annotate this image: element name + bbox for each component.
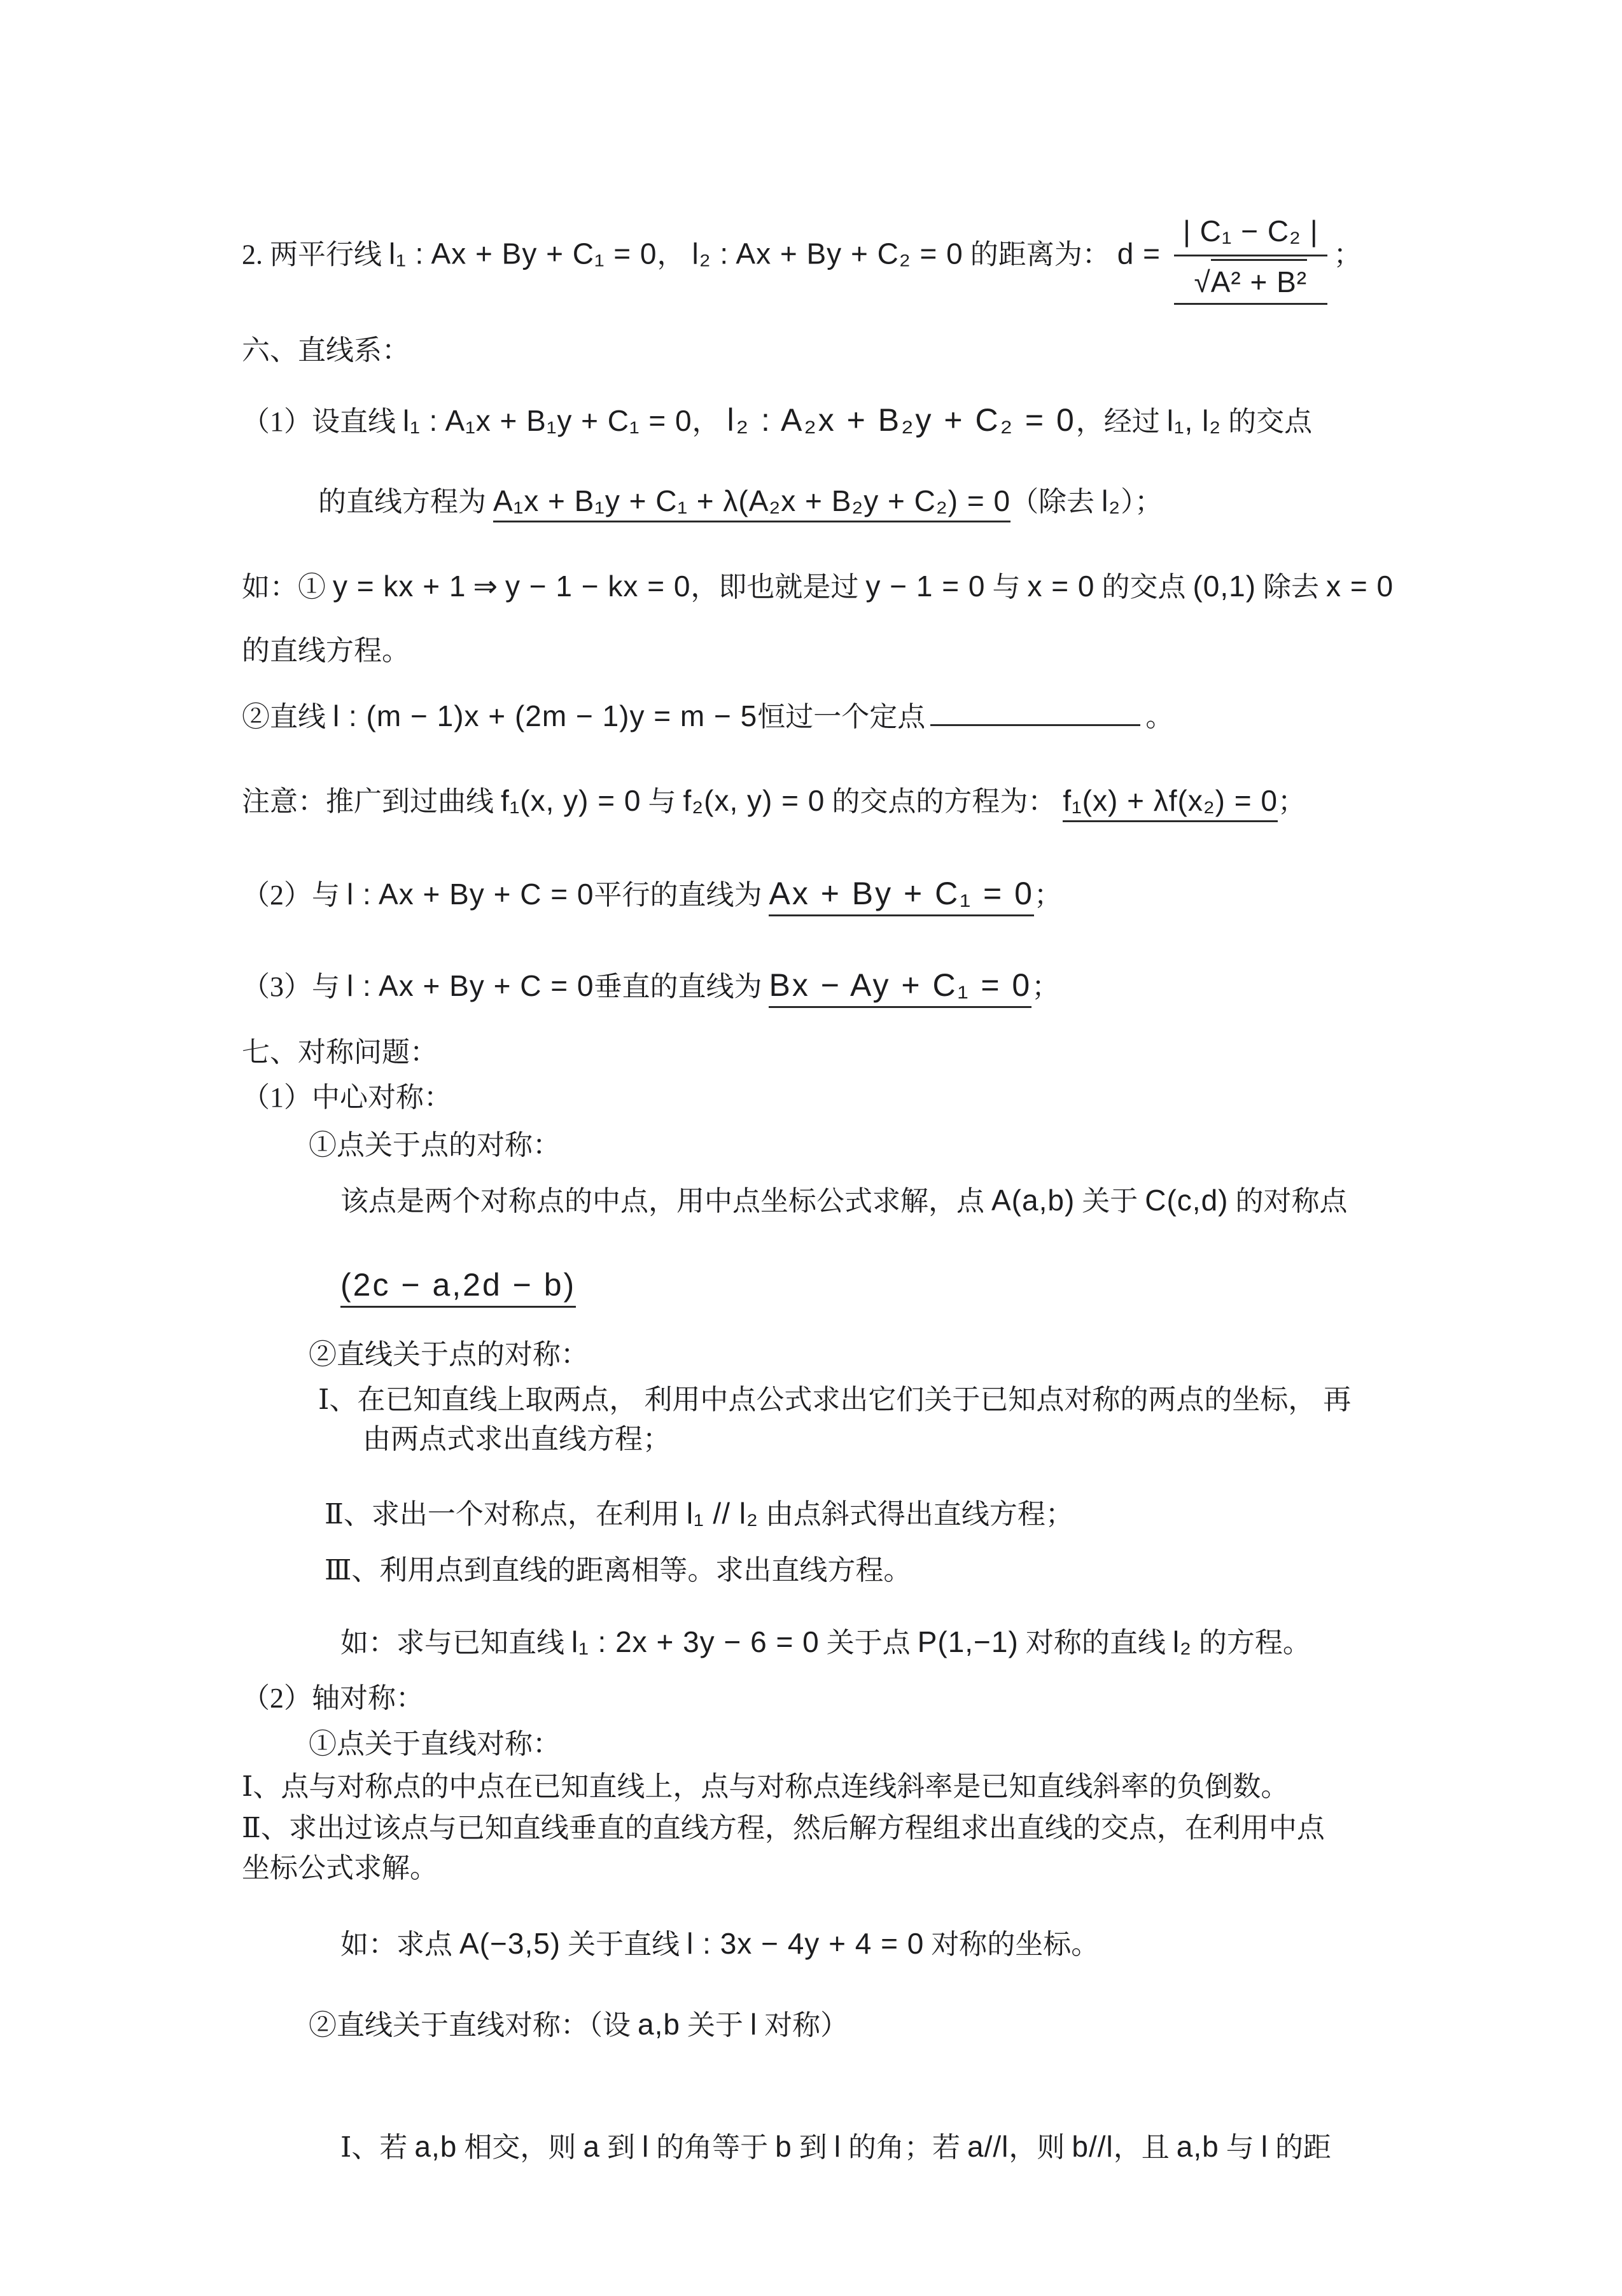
text-run: 的角等于 — [649, 2132, 776, 2164]
formula-l-3x4y4: l : 3x − 4y + 4 = 0 — [687, 1927, 925, 1961]
formula-b: b — [775, 2130, 792, 2164]
formula-l-general-2: l : Ax + By + C = 0 — [347, 969, 594, 1002]
para-example-symmetric-line — [242, 1622, 1495, 1662]
para-method-1-cont: 由两点式求出直线方程； — [363, 1423, 671, 1455]
text-run: ，且 — [1113, 2132, 1177, 2164]
para-example-1 — [242, 566, 1495, 606]
text-run: ； — [1033, 879, 1062, 911]
para-example-1-cont — [242, 632, 1495, 669]
para-axis-method-1: Ⅰ、点与对称点的中点在已知直线上，点与对称点连线斜率是已知直线斜率的负倒数。 — [242, 1771, 1289, 1803]
para-axis-method-2: Ⅱ、求出过该点与已知直线垂直的直线方程，然后解方程组求出直线的交点，在利用中点 — [242, 1812, 1325, 1844]
point-A-ab: A(a,b) — [991, 1184, 1075, 1217]
text-run: 关于 — [1075, 1186, 1145, 1217]
para-axis-symmetry: （2）轴对称： — [242, 1683, 424, 1714]
formula-pencil-of-lines: A₁x + B₁y + C₁ + λ(A₂x + B₂y + C₂) = 0 — [493, 484, 1010, 522]
text-run: 的交点 — [1094, 571, 1193, 603]
text-run: 的方程。 — [1191, 1627, 1311, 1659]
formula-l-ref-3: l — [834, 2130, 841, 2164]
text-run: （2）与 — [242, 879, 347, 911]
text-run: ； — [1278, 785, 1306, 817]
formula-a-parallel-l: a//l — [967, 2130, 1009, 2164]
text-run: ， — [692, 405, 727, 437]
text-run: 对称的直线 — [1018, 1627, 1173, 1659]
formula-f1-lambda-f2: f₁(x) + λf(x₂) = 0 — [1063, 784, 1278, 822]
section-heading-7: 七、对称问题： — [242, 1037, 438, 1068]
section-heading-6: 六、直线系： — [242, 335, 410, 367]
fraction-numerator: | C₁ − C₂ | — [1174, 210, 1327, 256]
text-run: 的直线方程为 — [318, 486, 493, 518]
text-run: （1）设直线 — [242, 405, 403, 437]
formula-ab-2: a,b — [414, 2130, 458, 2164]
para-parallel-lines-distance — [242, 210, 1495, 305]
text-run: 到 — [599, 2132, 642, 2164]
distance-fraction — [1174, 210, 1327, 305]
formula-l-ref-2: l — [641, 2130, 650, 2164]
text-run: 对称的坐标。 — [924, 1929, 1100, 1961]
formula-x-0-b: x = 0 — [1326, 570, 1394, 603]
text-run: 与 — [641, 785, 683, 817]
text-run: ， — [657, 239, 692, 270]
text-run: 该点是两个对称点的中点，用中点坐标公式求解，点 — [340, 1186, 991, 1217]
text-run: 对称） — [757, 2009, 849, 2041]
para-line-system-equation — [242, 481, 1495, 521]
radical-sign: √ — [1194, 265, 1211, 299]
formula-line-l2: l₂ : Ax + By + C₂ = 0 — [692, 237, 963, 270]
text-run: ，经过 — [1075, 405, 1167, 437]
formula-parallel-result: Ax + By + C₁ = 0 — [769, 876, 1033, 916]
para-parallel-line — [242, 872, 1495, 916]
para-symmetric-point-result — [242, 1264, 1495, 1307]
formula-l-ref-4: l — [1261, 2130, 1268, 2164]
formula-l1-parallel-l2: l₁ // l₂ — [686, 1497, 759, 1530]
para-method-2 — [242, 1494, 1495, 1533]
formula-l1-2x3y6: l₁ : 2x + 3y − 6 = 0 — [571, 1625, 820, 1659]
text-run: ； — [1333, 239, 1362, 270]
text-run: （除去 — [1010, 486, 1102, 518]
text-run: 如：求点 — [340, 1929, 459, 1961]
formula-a: a — [583, 2130, 600, 2164]
text-run: 到 — [792, 2132, 834, 2164]
text-run: 关于直线 — [561, 1929, 687, 1961]
para-axis-method-2-cont: 坐标公式求解。 — [242, 1852, 438, 1884]
text-run: 的交点的方程为： — [825, 785, 1063, 817]
para-note-curves — [242, 781, 1495, 820]
formula-y-kx1: y = kx + 1 — [333, 570, 466, 603]
text-run: 的距 — [1268, 2132, 1331, 2164]
para-point-about-point: ①点关于点的对称： — [309, 1129, 561, 1161]
text-run: （3）与 — [242, 970, 347, 1002]
text-run: 与 — [985, 571, 1028, 603]
text-run: 的距离为： — [963, 239, 1117, 270]
text-run: 除去 — [1256, 571, 1327, 603]
fraction-denominator — [1174, 256, 1327, 303]
formula-x-0: x = 0 — [1027, 570, 1095, 603]
radicand: A² + B² — [1211, 259, 1307, 302]
text-run: 2. 两平行线 — [242, 239, 389, 270]
point-C-cd: C(c,d) — [1145, 1184, 1229, 1217]
text-run: 相交，则 — [457, 2132, 584, 2164]
blank-underline — [930, 699, 1140, 726]
text-run: ）； — [1121, 486, 1163, 518]
para-central-symmetry: （1）中心对称： — [242, 1082, 452, 1114]
para-method-1: Ⅰ、在已知直线上取两点， 利用中点公式求出它们关于已知点对称的两点的坐标， 再 — [318, 1384, 1352, 1416]
formula-l2-general: l₂ : A₂x + B₂y + C₂ = 0 — [727, 402, 1076, 438]
text-run: ②直线关于直线对称：（设 — [309, 2009, 638, 2041]
formula-l1-general: l₁ : A₁x + B₁y + C₁ = 0 — [403, 403, 692, 437]
para-line-system-setup — [242, 399, 1495, 442]
text-run: ，则 — [1009, 2132, 1072, 2164]
para-example-point-symmetric — [242, 1924, 1495, 1963]
formula-line-l1: l₁ : Ax + By + C₁ = 0 — [389, 237, 657, 270]
text-run: 如：① — [242, 571, 333, 603]
formula-l-general-1: l : Ax + By + C = 0 — [347, 878, 594, 911]
formula-perpendicular-result: Bx − Ay + C₁ = 0 — [769, 967, 1031, 1008]
text-run: 的对称点 — [1228, 1186, 1348, 1217]
formula-y-1-0: y − 1 = 0 — [865, 570, 986, 603]
text-run: ②直线 — [242, 701, 333, 733]
text-run: 恒过一个定点 — [757, 701, 926, 733]
text-run: 的交点 — [1221, 405, 1313, 437]
text-run: 由点斜式得出直线方程； — [758, 1499, 1073, 1530]
formula-y-1-kx: y − 1 − kx = 0 — [505, 570, 691, 603]
text-run: ，即也就是过 — [690, 571, 866, 603]
point-A-neg3-5: A(−3,5) — [459, 1927, 561, 1961]
formula-2c-a-2d-b: (2c − a,2d − b) — [340, 1267, 576, 1308]
text-run: Ⅱ、求出一个对称点，在利用 — [325, 1499, 687, 1530]
text-run: Ⅰ、若 — [340, 2132, 415, 2164]
formula-m-line: l : (m − 1)x + (2m − 1)y = m − 5 — [333, 699, 758, 733]
para-line-line-case-1 — [242, 2127, 1495, 2166]
text-run: 垂直的直线为 — [594, 970, 769, 1002]
text-run: 的角；若 — [841, 2132, 967, 2164]
text-run: 如：求与已知直线 — [340, 1627, 571, 1659]
para-point-about-line: ①点关于直线对称： — [309, 1728, 561, 1760]
text-run: 关于 — [680, 2009, 750, 2041]
point-P-1-neg1: P(1,−1) — [917, 1625, 1019, 1659]
formula-l1-l2: l₁, l₂ — [1166, 403, 1222, 437]
text-run: 。 — [1145, 701, 1174, 733]
formula-l-ref: l — [750, 2007, 758, 2041]
text-run: 与 — [1219, 2132, 1261, 2164]
text-run: 关于点 — [819, 1627, 918, 1659]
formula-ab: a,b — [638, 2007, 680, 2041]
para-fixed-point — [242, 696, 1495, 736]
para-method-3: Ⅲ、利用点到直线的距离相等。求出直线方程。 — [325, 1554, 912, 1586]
formula-b-parallel-l: b//l — [1072, 2130, 1114, 2164]
formula-ab-3: a,b — [1176, 2130, 1219, 2164]
para-perpendicular-line — [242, 964, 1495, 1007]
text-run: ； — [1031, 970, 1060, 1002]
implies-arrow: ⇒ — [473, 570, 498, 603]
para-midpoint-explain — [242, 1180, 1495, 1220]
para-line-about-point: ②直线关于点的对称： — [309, 1339, 589, 1371]
formula-d-equals: d = — [1117, 237, 1161, 270]
formula-l2-ref: l₂ — [1101, 484, 1121, 518]
para-line-about-line — [242, 2005, 1495, 2044]
text-run: 的直线方程。 — [242, 634, 410, 666]
formula-l2-ref-2: l₂ — [1172, 1625, 1192, 1659]
formula-f1: f₁(x, y) = 0 — [501, 783, 641, 817]
point-0-1: (0,1) — [1192, 570, 1257, 603]
text-run: 注意：推广到过曲线 — [242, 785, 501, 817]
formula-f2: f₂(x, y) = 0 — [683, 783, 825, 817]
text-run: 平行的直线为 — [594, 879, 769, 911]
